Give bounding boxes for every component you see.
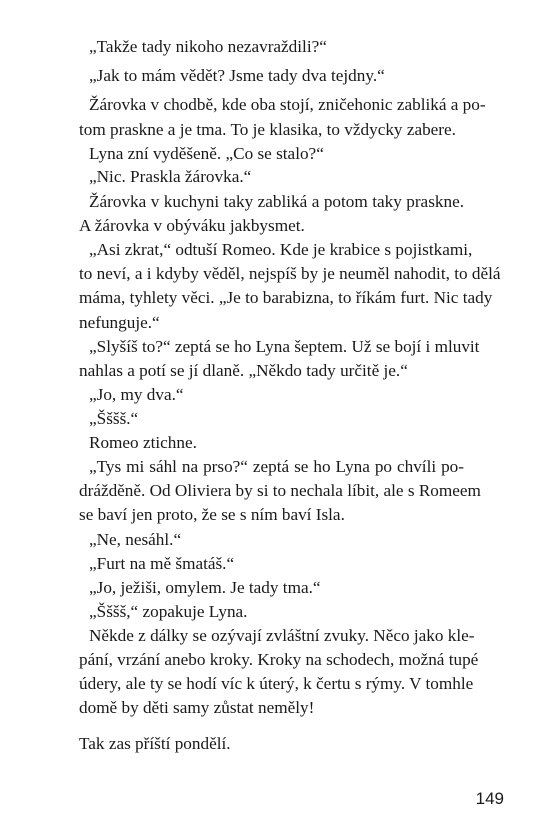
text-line: „Takže tady nikoho nezavraždili?“: [89, 37, 327, 56]
text-line: Romeo ztichne.: [89, 433, 197, 452]
text-line: pání, vrzání anebo kroky. Kroky na schodech, možná tupé: [79, 650, 479, 669]
text-line: údery, ale ty se hodí víc k úterý, k čertu s rýmy. V tomhle: [79, 674, 474, 693]
page-number: 149: [475, 789, 504, 808]
text-line: „Šššš,“ zopakuje Lyna.: [89, 602, 248, 621]
text-line: „Šššš.“: [89, 409, 139, 428]
text-line: se baví jen proto, že se s ním baví Isla.: [79, 505, 345, 524]
text-line: „Ne, nesáhl.“: [89, 530, 182, 549]
text-line: Žárovka v kuchyni taky zabliká a potom taky praskne.: [89, 192, 464, 211]
text-line: „Jo, my dva.“: [89, 385, 184, 404]
text-line: máma, tyhlety věci. „Je to barabizna, to říkám furt. Nic tady: [79, 288, 493, 307]
text-line: Žárovka v chodbě, kde oba stojí, zničehonic zabliká a po-: [89, 95, 486, 114]
text-line: „Jo, ježiši, omylem. Je tady tma.“: [89, 578, 321, 597]
text-line: „Nic. Praskla žárovka.“: [89, 167, 252, 186]
text-line: „Jak to mám vědět? Jsme tady dva tejdny.“: [89, 66, 385, 85]
text-line: Někde z dálky se ozývají zvláštní zvuky. Něco jako kle-: [89, 626, 475, 645]
text-line: „Asi zkrat,“ odtuší Romeo. Kde je krabice s pojistkami,: [89, 240, 473, 259]
text-line: nefunguje.“: [79, 313, 160, 332]
text-line: A žárovka v obýváku jakbysmet.: [79, 216, 305, 235]
text-line: „Furt na mě šmatáš.“: [89, 554, 235, 573]
text-line: Lyna zní vyděšeně. „Co se stalo?“: [89, 144, 324, 163]
text-line: domě by děti samy zůstat neměly!: [79, 698, 315, 717]
text-line: „Tys mi sáhl na prso?“ zeptá se ho Lyna po chvíli po-: [89, 457, 464, 476]
text-line: to neví, a i kdyby věděl, nejspíš by je neuměl nahodit, to dělá: [79, 264, 501, 283]
text-line: tom praskne a je tma. To je klasika, to vždycky zabere.: [79, 120, 456, 139]
text-line: nahlas a potí se jí dlaně. „Někdo tady určitě je.“: [79, 361, 408, 380]
text-line: drážděně. Od Oliviera by si to nechala líbit, ale s Romeem: [79, 481, 481, 500]
text-line: „Slyšíš to?“ zeptá se ho Lyna šeptem. Už se bojí i mluvit: [89, 337, 480, 356]
closing-line: Tak zas příští pondělí.: [79, 734, 231, 753]
